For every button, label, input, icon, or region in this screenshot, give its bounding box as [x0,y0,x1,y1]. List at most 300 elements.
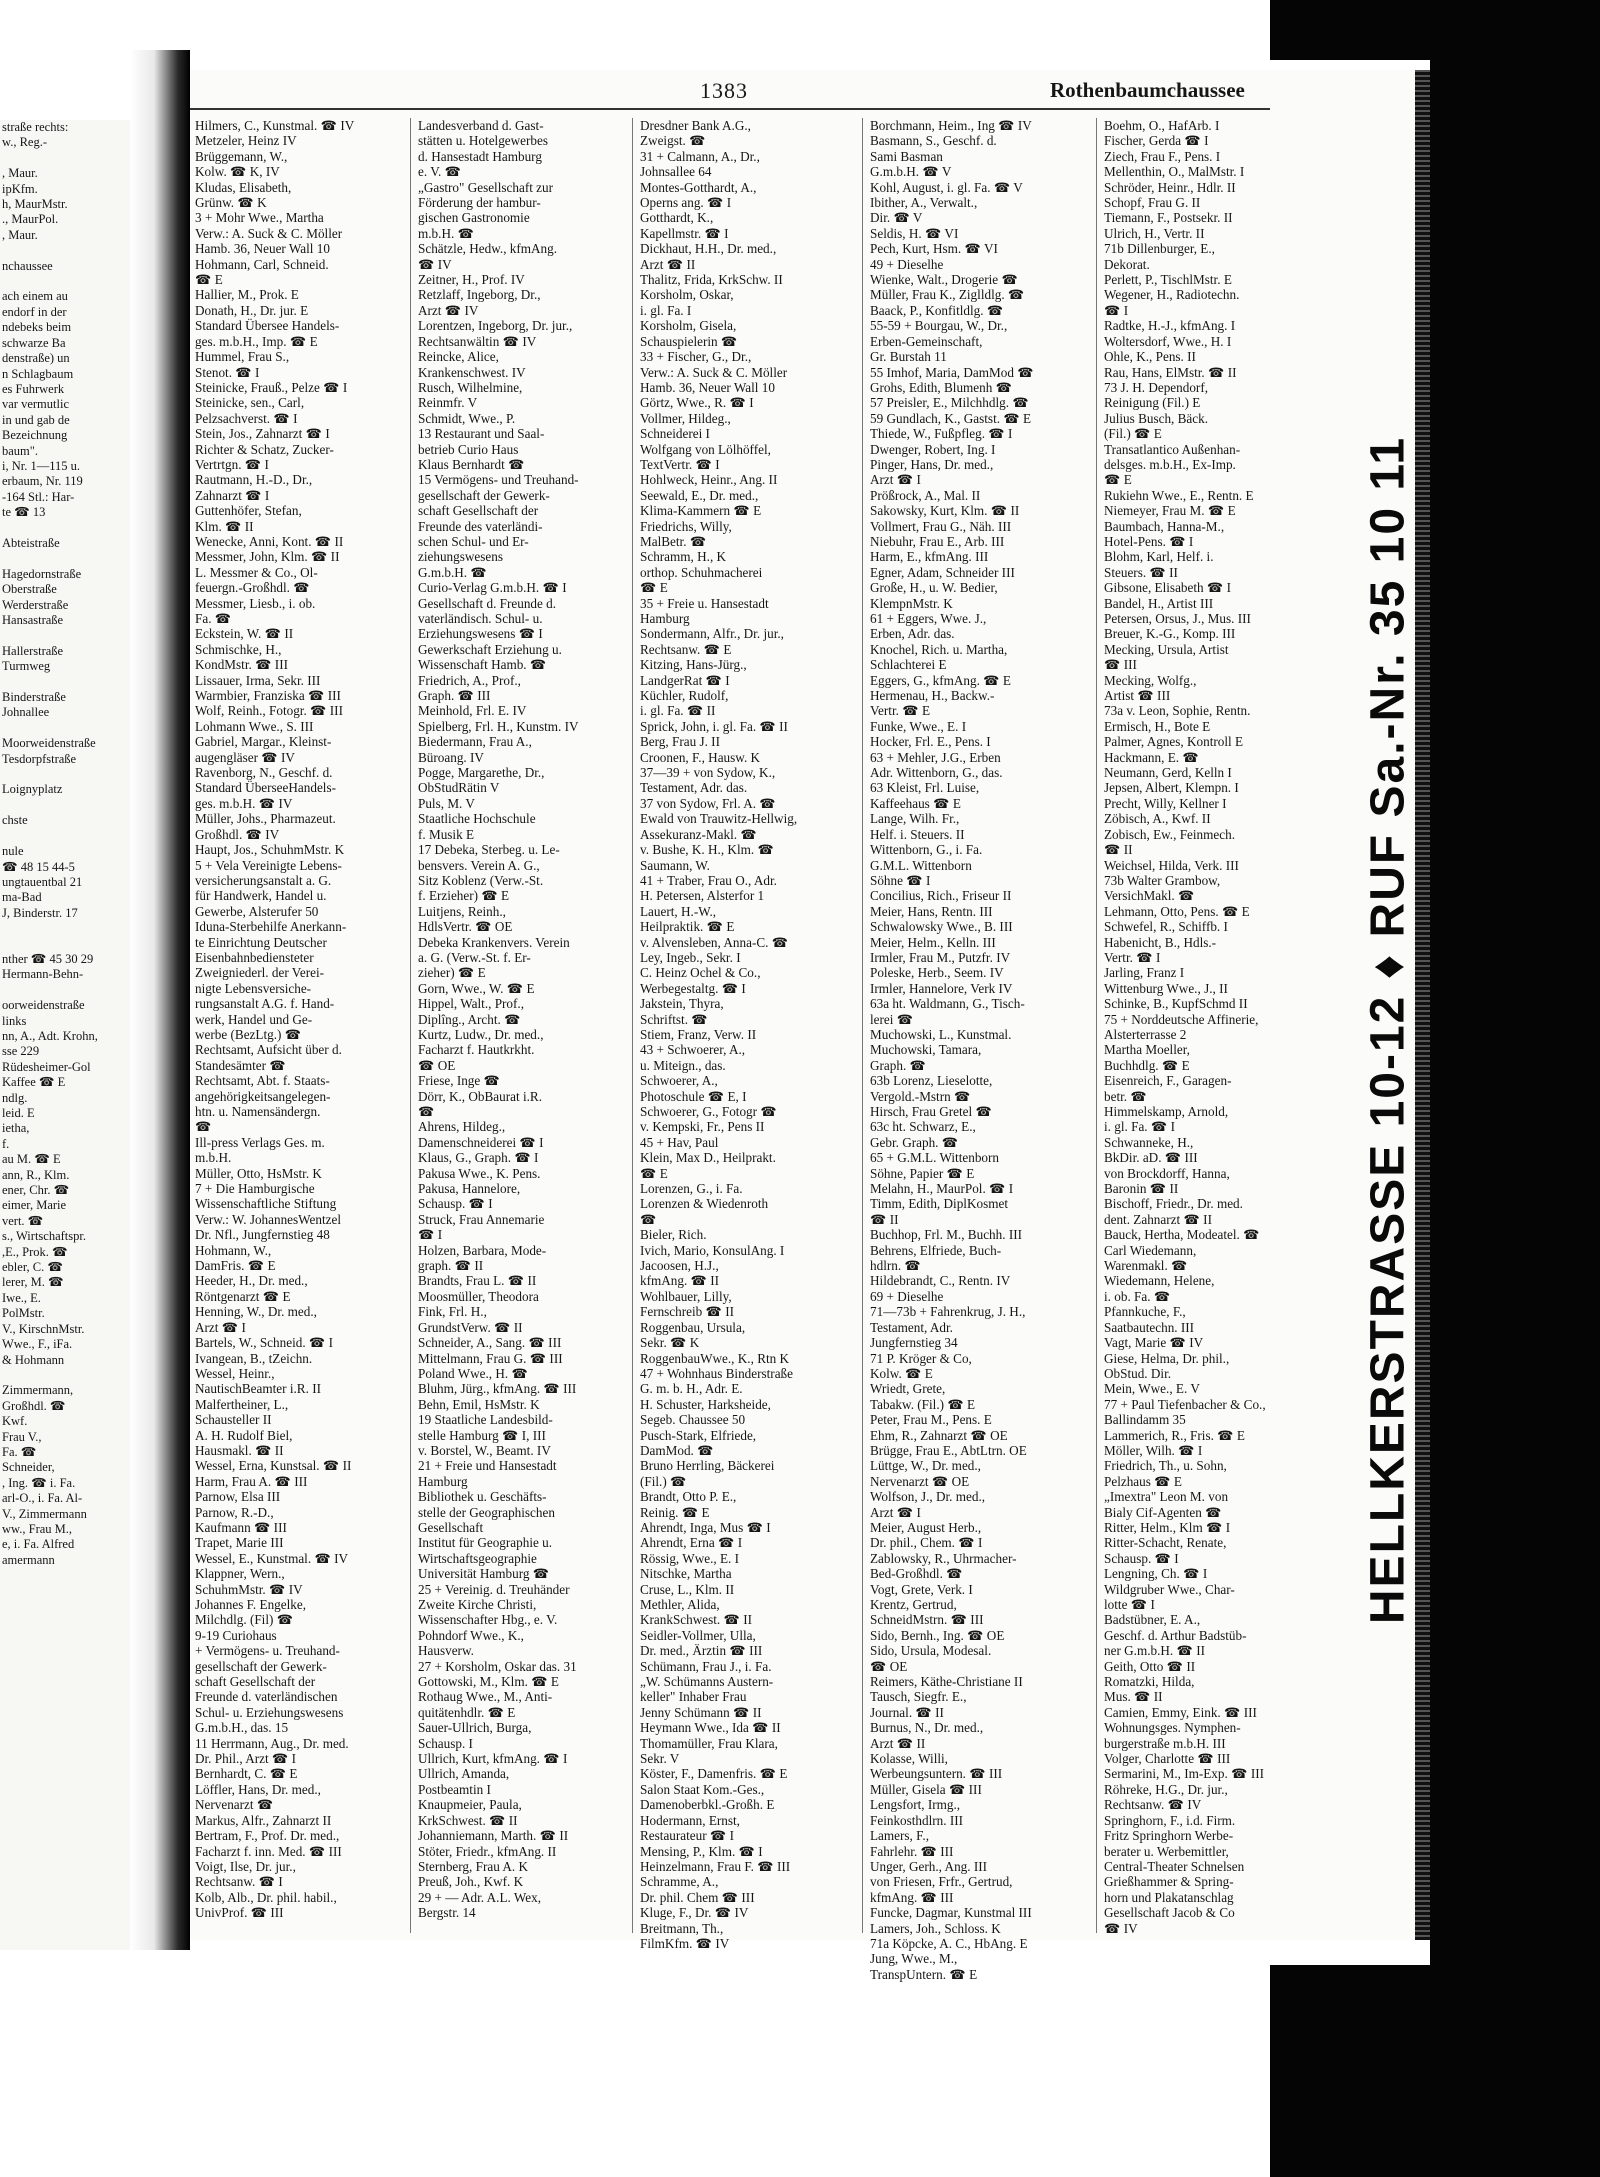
directory-line: Sitz Koblenz (Verw.-St. [418,872,544,888]
fragment-line: ener, Chr. ☎ [2,1183,70,1198]
directory-line: Steuers. ☎ II [1104,564,1178,580]
fragment-line: nchaussee [2,258,53,273]
directory-line: Lamers, Joh., Schloss. K [870,1920,1001,1936]
directory-line: Rechtsanw. ☎ I [195,1874,283,1890]
directory-line: Zahnarzt ☎ I [195,487,270,503]
directory-line: Thiede, W., Fußpfleg. ☎ I [870,426,1013,442]
directory-line: Freunde d. vaterländischen [195,1689,338,1705]
directory-line: Camien, Emmy, Eink. ☎ III [1104,1704,1257,1720]
directory-line: delsges. m.b.H., Ex-Imp. [1104,456,1236,472]
directory-line: ☎ I [418,1227,443,1243]
directory-line: Standesämter ☎ [195,1057,286,1073]
directory-line: Mellenthin, O., MalMstr. I [1104,164,1245,180]
directory-line: Kitzing, Hans-Jürg., [640,657,747,673]
column-2 [418,118,628,1933]
directory-line: 17 Debeka, Sterbeg. u. Le- [418,842,560,858]
directory-line: ☎ E [640,1165,668,1181]
directory-line: Saumann, W. [640,857,710,873]
directory-line: Bergstr. 14 [418,1905,476,1921]
directory-line: Melahn, H., MaurPol. ☎ I [870,1181,1014,1197]
directory-line: Giese, Helma, Dr. phil., [1104,1350,1230,1366]
directory-line: Concilius, Rich., Friseur II [870,888,1012,904]
directory-line: Arzt ☎ II [870,1735,926,1751]
directory-line: i. gl. Fa. I [640,302,692,318]
directory-line: Knochel, Rich. u. Martha, [870,641,1008,657]
directory-line: 11 Herrmann, Aug., Dr. med. [195,1735,349,1751]
fragment-line: Hallerstraße [2,643,64,658]
directory-line: Fischer, Gerda ☎ I [1104,133,1209,149]
directory-line: kfmAng. ☎ III [870,1889,954,1905]
fragment-line: e, i. Fa. Alfred [2,1537,75,1552]
directory-line: Staatliche Hochschule [418,811,536,827]
directory-line: Bed-Großhdl. ☎ [870,1566,963,1582]
directory-line: Rau, Hans, ElMstr. ☎ II [1104,364,1237,380]
directory-line: Meinhold, Frl. E. IV [418,703,527,719]
directory-line: Photoschule ☎ E, I [640,1088,747,1104]
directory-line: Krentz, Gertrud, [870,1597,957,1612]
directory-line: Johannes F. Engelke, [195,1597,307,1612]
directory-line: Klm. ☎ II [195,518,254,534]
stamp-text: HELLKERSTRASSE 10-12 ♦ RUF Sa.-Nr. 35 10 11 [1361,435,1414,1625]
directory-line: ☎ I [1104,302,1129,318]
directory-line: Volger, Charlotte ☎ III [1104,1751,1231,1767]
directory-line: Wessel, E., Kunstmal. ☎ IV [195,1550,349,1566]
fragment-line: s., Wirtschaftspr. [2,1229,86,1244]
directory-line: Ehm, R., Zahnarzt ☎ OE [870,1427,1008,1443]
directory-line: Dir. ☎ V [870,210,923,226]
directory-line: Alsterterrasse 2 [1104,1026,1187,1042]
fragment-line: ndebeks beim [2,320,72,335]
directory-line: Hamb. 36, Neuer Wall 10 [195,241,330,257]
directory-line: Lamers, F., [870,1828,930,1844]
directory-line: Küchler, Rudolf, [640,688,729,704]
column-divider [862,118,863,1933]
directory-line: Gr. Burstah 11 [870,349,947,365]
directory-line: Prößrock, A., Mal. II [870,487,981,503]
fragment-line: Werderstraße [2,597,69,612]
directory-line: 27 + Korsholm, Oskar das. 31 [418,1658,577,1674]
directory-line: Radtke, H.-J., kfmAng. I [1104,318,1236,334]
directory-line: Klaus, G., Graph. ☎ I [418,1150,539,1166]
directory-line: Holzen, Barbara, Mode- [418,1242,547,1258]
directory-line: Damenschneiderei ☎ I [418,1134,544,1150]
directory-line: Springhorn, F., i.d. Firm. [1104,1812,1236,1828]
directory-line: Schwalowsky Wwe., B. III [870,919,1013,935]
directory-line: Richter & Schatz, Zucker- [195,441,334,457]
directory-line: Dickhaut, H.H., Dr. med., [640,241,777,257]
directory-line: Gewerbe, Alsterufer 50 [195,903,319,919]
book-gutter [130,50,190,1950]
directory-line: Blohm, Karl, Helf. i. [1104,549,1214,565]
directory-line: Puls, M. V [418,795,475,811]
directory-line: Vergold.-Mstrn ☎ [870,1088,971,1104]
directory-line: 43 + Schwoerer, A., [640,1042,746,1058]
directory-line: Großhdl. ☎ IV [195,826,280,842]
directory-line: Schriftst. ☎ [640,1011,708,1027]
directory-line: Habenicht, B., Hdls.- [1104,934,1217,950]
directory-line: 41 + Traber, Frau O., Adr. [640,872,777,888]
directory-line: Lange, Wilh. Fr., [870,811,960,827]
directory-line: zieher) ☎ E [418,965,486,981]
directory-line: Arzt ☎ I [195,1319,246,1335]
directory-line: Söhne, Papier ☎ E [870,1165,975,1181]
directory-line: Messmer, Liesb., i. ob. [195,595,316,611]
fragment-line: links [2,1013,27,1028]
directory-line: Friedrichs, Willy, [640,518,732,534]
directory-line: ☎ OE [870,1658,908,1674]
directory-line: Wenecke, Anni, Kont. ☎ II [195,533,344,549]
directory-line: Schwefel, R., Schiffb. I [1104,919,1228,935]
directory-line: te Einrichtung Deutscher [195,934,327,950]
directory-line: Perlett, P., TischlMstr. E [1104,272,1232,288]
directory-line: Wittenburg Wwe., J., II [1104,980,1228,996]
directory-line: Heinzelmann, Frau F. ☎ III [640,1858,791,1874]
directory-line: Wolf, Reinh., Fotogr. ☎ III [195,703,343,719]
directory-line: Voigt, Ilse, Dr. jur., [195,1858,296,1874]
directory-line: Müller, Frau K., Ziglldlg. ☎ [870,287,1025,303]
directory-line: Klima-Kammern ☎ E [640,503,762,519]
directory-line: Struck, Frau Annemarie [418,1211,545,1227]
directory-line: Zweigniederl. der Verei- [195,965,325,981]
directory-line: burgerstraße m.b.H. III [1104,1735,1226,1751]
directory-line: Friedrich, A., Prof., [418,672,521,688]
directory-line: Sternberg, Frau A. K [418,1858,529,1874]
fragment-line: ann, R., Klm. [2,1167,70,1182]
scan-border-right [1430,0,1600,2177]
directory-line: Röntgenarzt ☎ E [195,1288,291,1304]
directory-line: Rechtsamt, Abt. f. Staats- [195,1073,330,1089]
directory-line: Tausch, Siegfr. E., [870,1689,967,1705]
directory-line: „Gastro" Gesellschaft zur [418,179,554,195]
directory-line: Warmbier, Franziska ☎ III [195,688,341,704]
directory-line: Standard ÜberseeHandels- [195,780,336,796]
directory-line: i. gl. Fa. ☎ I [1104,1119,1176,1135]
directory-line: Pech, Kurt, Hsm. ☎ VI [870,241,998,257]
directory-line: stelle der Geographischen [418,1504,555,1520]
directory-line: Pohndorf Wwe., K., [418,1627,524,1643]
directory-line: Jenny Schümann ☎ II [640,1704,762,1720]
directory-line: stätten u. Hotelgewerbes [418,133,549,149]
directory-line: Kolb, Alb., Dr. phil. habil., [195,1889,337,1905]
directory-line: G.m.b.H. ☎ V [870,164,952,180]
directory-line: v. Bushe, K. H., Klm. ☎ [640,842,774,858]
directory-line: lerei ☎ [870,1011,914,1027]
directory-line: Timm, Edith, DiplKosmet [870,1196,1008,1212]
directory-line: Nervenarzt ☎ OE [870,1473,970,1489]
directory-line: Henning, W., Dr. med., [195,1304,317,1320]
fragment-line: denstraße) un [2,351,70,366]
directory-line: Facharzt f. Hautkrkht. [418,1042,535,1058]
directory-line: Messmer, John, Klm. ☎ II [195,549,340,565]
directory-line: Artist ☎ III [1104,688,1171,704]
directory-line: Erben-Gemeinschaft, [870,333,983,349]
directory-line: betrieb Curio Haus [418,441,519,457]
directory-line: Schausp. ☎ I [1104,1550,1179,1566]
directory-line: 63 Kleist, Frl. Luise, [870,780,980,796]
directory-line: Bertram, F., Prof. Dr. med., [195,1828,340,1844]
directory-line: Hippel, Walt., Prof., [418,996,525,1012]
directory-line: UnivProf. ☎ III [195,1905,284,1921]
directory-line: Mus. ☎ II [1104,1689,1163,1705]
directory-line: Restaurateur ☎ I [640,1828,735,1844]
directory-line: Postbeamtin I [418,1781,491,1797]
directory-line: Central-Theater Schnelsen [1104,1858,1245,1874]
directory-line: 15 Vermögens- und Treuhand- [418,472,579,488]
directory-line: ges. m.b.H., Imp. ☎ E [195,333,318,349]
directory-line: Baronin ☎ II [1104,1181,1179,1197]
directory-line: SchneidMstrn. ☎ III [870,1612,984,1628]
directory-line: Hausverw. [418,1643,474,1659]
directory-line: ☎ E [1104,472,1132,488]
directory-line: htn. u. Namensändergn. [195,1104,321,1119]
fragment-line: i, Nr. 1—115 u. [2,458,81,473]
directory-line: Thalitz, Frida, KrkSchw. II [640,272,783,288]
directory-line: Poleske, Herb., Seem. IV [870,965,1004,981]
fragment-line: ww., Frau M., [2,1521,73,1536]
directory-line: Buchhdlg. ☎ E [1104,1057,1190,1073]
directory-line: Geith, Otto ☎ II [1104,1658,1196,1674]
fragment-line: Großhdl. ☎ [2,1398,66,1413]
header-rule [190,108,1270,110]
directory-line: lotte ☎ I [1104,1597,1155,1612]
fragment-line: Loignyplatz [2,782,63,797]
directory-line: Hummel, Frau S., [195,349,290,365]
directory-line: Zweite Kirche Christi, [418,1597,537,1612]
directory-line: Brandt, Otto P. E., [640,1489,737,1505]
fragment-line: in und gab de [2,412,70,427]
fragment-line: nule [2,844,24,859]
directory-line: Vertrtgn. ☎ I [195,456,269,472]
directory-line: Spielberg, Frl. H., Kunstm. IV [418,718,579,734]
directory-line: e. V. ☎ [418,164,462,180]
directory-line: Borchmann, Heim., Ing ☎ IV [870,118,1032,133]
fragment-line: leid. E [2,1106,35,1120]
directory-line: Ibither, A., Verwalt., [870,195,978,211]
directory-line: Fahrlehr. ☎ III [870,1843,954,1859]
directory-line: Wegener, H., Radiotechn. [1104,287,1240,303]
directory-line: Biedermann, Frau A., [418,734,532,750]
directory-line: Schätzle, Hedw., kfmAng. [418,241,558,257]
directory-line: Dwenger, Robert, Ing. I [870,441,996,457]
directory-line: Curio-Verlag G.m.b.H. ☎ I [418,580,567,596]
fragment-line: ach einem au [2,289,68,304]
directory-line: Schneider, A., Sang. ☎ III [418,1335,562,1351]
directory-line: Schausp. ☎ I [418,1196,493,1212]
directory-line: 37 von Sydow, Frl. A. ☎ [640,795,776,811]
directory-line: horn und Plakatanschlag [1104,1889,1234,1905]
directory-line: Lehmann, Otto, Pens. ☎ E [1104,903,1250,919]
directory-line: Muchowski, L., Kunstmal. [870,1026,1012,1042]
fragment-line: te ☎ 13 [2,505,46,520]
directory-line: Tabakw. (Fil.) ☎ E [870,1396,976,1412]
directory-line: d. Hansestadt Hamburg [418,148,542,164]
directory-line: Friese, Inge ☎ [418,1073,500,1089]
directory-line: Romatzki, Hilda, [1104,1674,1195,1690]
directory-line: Dr. med., Ärztin ☎ III [640,1643,763,1659]
directory-line: Pelzsachverst. ☎ I [195,410,298,426]
fragment-line: ndlg. [2,1090,28,1105]
directory-line: Brandts, Frau L. ☎ II [418,1273,537,1289]
directory-line: Hamb. 36, Neuer Wall 10 [640,379,775,395]
directory-line: Parnow, Elsa III [195,1489,281,1505]
directory-line: „W. Schümanns Austern- [640,1674,774,1690]
directory-line: 55-59 + Bourgau, W., Dr., [870,318,1008,334]
directory-line: kfmAng. ☎ II [640,1273,720,1289]
directory-line: Söhne ☎ I [870,872,931,888]
directory-line: ☎ E [640,580,668,596]
directory-line: Steinicke, Frauß., Pelze ☎ I [195,379,348,395]
directory-line: Hohlweck, Heinr., Ang. II [640,472,778,488]
directory-line: G.m.b.H., das. 15 [195,1720,289,1736]
directory-line: GrundstVerw. ☎ II [418,1319,523,1335]
fragment-line: ., MaurPol. [2,212,59,227]
directory-line: Gesellschaft Jacob & Co [1104,1905,1235,1921]
directory-line: FilmKfm. ☎ IV [640,1935,730,1951]
directory-line: Kaufmann ☎ III [195,1519,287,1535]
directory-line: Möller, Wilh. ☎ I [1104,1442,1203,1458]
fragment-line: , Ing. ☎ i. Fa. [2,1475,76,1490]
directory-line: Schwoerer, G., Fotogr ☎ [640,1104,777,1119]
directory-line: Pusch-Stark, Elfriede, [640,1427,757,1443]
directory-line: Jarling, Franz I [1104,965,1185,981]
directory-line: Vertr. ☎ I [1104,949,1161,965]
column-divider [1096,118,1097,1933]
directory-line: Harm, Frau A. ☎ III [195,1473,308,1489]
directory-line: Werbegestaltg. ☎ I [640,980,746,996]
directory-line: KrankSchwest. ☎ II [640,1612,753,1628]
directory-line: Diplîng., Archt. ☎ [418,1011,521,1027]
directory-line: Dr. phil. Chem ☎ III [640,1889,755,1905]
directory-line: (Fil.) ☎ E [1104,426,1162,442]
directory-line: 45 + Hav, Paul [640,1134,719,1150]
directory-line: Ziech, Frau F., Pens. I [1104,148,1221,164]
directory-line: Görtz, Wwe., R. ☎ I [640,395,754,411]
directory-line: Montes-Gotthardt, A., [640,179,757,195]
directory-line: 63b Lorenz, Lieselotte, [870,1073,993,1089]
directory-line: + Vermögens- u. Treuhand- [195,1643,340,1659]
directory-line: 21 + Freie und Hansestadt [418,1458,557,1474]
fragment-line: Fa. ☎ [2,1444,37,1459]
directory-line: Reinig. ☎ E [640,1504,710,1520]
directory-line: Hackmann, E. ☎ [1104,749,1199,765]
directory-line: Rautmann, H.-D., Dr., [195,472,313,488]
directory-line: VersichMakl. ☎ [1104,888,1195,904]
directory-line: Debeka Krankenvers. Verein [418,934,570,950]
directory-line: versicherungsanstalt a. G. [195,872,332,888]
directory-line: Irmler, Hannelore, Verk IV [870,980,1013,996]
directory-line: angehörigkeitsangelegen- [195,1088,331,1104]
directory-line: Sondermann, Alfr., Dr. jur., [640,626,784,642]
directory-line: 59 Gundlach, K., Gastst. ☎ E [870,410,1032,426]
directory-line: Haupt, Jos., SchuhmMstr. K [195,842,345,858]
directory-line: Hotel-Pens. ☎ I [1104,533,1194,549]
directory-line: Sprick, John, i. gl. Fa. ☎ II [640,718,788,734]
directory-line: Stiem, Franz, Verw. II [640,1026,757,1042]
column-1 [195,118,405,1933]
directory-line: Grünw. ☎ K [195,195,267,211]
directory-line: Sido, Ursula, Modesal. [870,1643,992,1659]
directory-line: ObStudRätin V [418,780,500,796]
directory-line: Hirsch, Frau Gretel ☎ [870,1104,992,1119]
directory-line: Seldis, H. ☎ VI [870,225,959,241]
directory-line: ObStud. Dir. [1104,1365,1172,1381]
fragment-line: vert. ☎ [2,1213,44,1228]
directory-line: f. Musik E [418,826,475,842]
directory-line: Eisenbahnbediensteter [195,949,314,965]
directory-line: Hocker, Frl. E., Pens. I [870,734,991,750]
fragment-line: Tesdorpfstraße [2,751,77,766]
directory-line: Burnus, N., Dr. med., [870,1720,984,1736]
directory-line: Kluge, F., Dr. ☎ IV [640,1905,749,1921]
directory-line: werk, Handel und Ge- [195,1011,313,1027]
directory-line: 49 + Dieselhe [870,256,944,272]
directory-line: RoggenbauWwe., K., Rtn K [640,1350,790,1366]
directory-line: Ohle, K., Pens. II [1104,349,1196,365]
directory-line: LandgerRat ☎ I [640,672,730,688]
fragment-line: n Schlagbaum [2,366,74,381]
fragment-line: sse 229 [2,1044,40,1059]
directory-line: Kolw. ☎ E [870,1365,933,1381]
directory-line: Lohmann Wwe., S. III [195,718,314,734]
directory-line: 71 P. Kröger & Co, [870,1350,972,1366]
directory-line: Röhreke, H.G., Dr. jur., [1104,1781,1228,1797]
directory-line: Hamburg [418,1473,468,1489]
directory-line: Zöbisch, A., Kwf. II [1104,811,1211,827]
directory-line: Erben, Adr. das. [870,626,955,642]
directory-line: Saatbautechn. III [1104,1319,1195,1335]
directory-line: Arzt ☎ I [870,1504,921,1520]
fragment-line: eimer, Marie [2,1198,67,1213]
directory-line: 65 + G.M.L. Wittenborn [870,1150,1000,1166]
directory-line: Rukiehn Wwe., E., Rentn. E [1104,487,1254,503]
directory-line: ner G.m.b.H. ☎ II [1104,1643,1206,1659]
directory-line: Bartels, W., Schneid. ☎ I [195,1335,334,1351]
directory-line: Bieler, Rich. [640,1227,707,1243]
directory-line: Ahrendt, Erna ☎ I [640,1535,743,1551]
directory-line: KondMstr. ☎ III [195,657,288,673]
fragment-line: baum". [2,443,38,458]
directory-line: Ewald von Trauwitz-Hellwig, [640,811,798,827]
column-5 [1104,118,1356,1936]
directory-line: Unger, Gerh., Ang. III [870,1858,988,1874]
directory-line: Wirtschaftsgeographie [418,1550,537,1566]
directory-line: 33 + Fischer, G., Dr., [640,349,752,365]
directory-line: C. Heinz Ochel & Co., [640,965,761,981]
directory-line: ☎ OE [418,1057,456,1073]
directory-line: Freunde des vaterländi- [418,518,543,534]
directory-line: Gesellschaft [418,1519,484,1535]
directory-line: Bialy Cif-Agenten ☎ [1104,1504,1222,1520]
directory-line: betr. ☎ [1104,1088,1147,1104]
directory-line: Mecking, Ursula, Artist [1104,641,1229,657]
directory-line: Dr. phil., Chem. ☎ I [870,1535,983,1551]
fragment-line: -164 Stl.: Har- [2,489,75,504]
directory-line: Wissenschaft Hamb. ☎ [418,657,547,673]
fragment-line: PolMstr. [2,1306,45,1321]
directory-line: NautischBeamter i.R. II [195,1381,321,1397]
directory-line: SchuhmMstr. ☎ IV [195,1581,303,1597]
directory-line: Schlachterei E [870,657,947,673]
fragment-line: endorf in der [2,304,67,319]
directory-line: ☎ III [1104,657,1137,673]
directory-line: Universität Hamburg ☎ [418,1566,550,1582]
directory-line: Rothaug Wwe., M., Anti- [418,1689,553,1705]
directory-line: Methler, Alida, [640,1597,720,1612]
directory-line: Schramme, A., [640,1874,719,1890]
directory-line: Verw.: W. JohannesWentzel [195,1211,342,1227]
directory-line: 77 + Paul Tiefenbacher & Co., [1104,1396,1266,1412]
directory-line: Mittelmann, Frau G. ☎ III [418,1350,563,1366]
